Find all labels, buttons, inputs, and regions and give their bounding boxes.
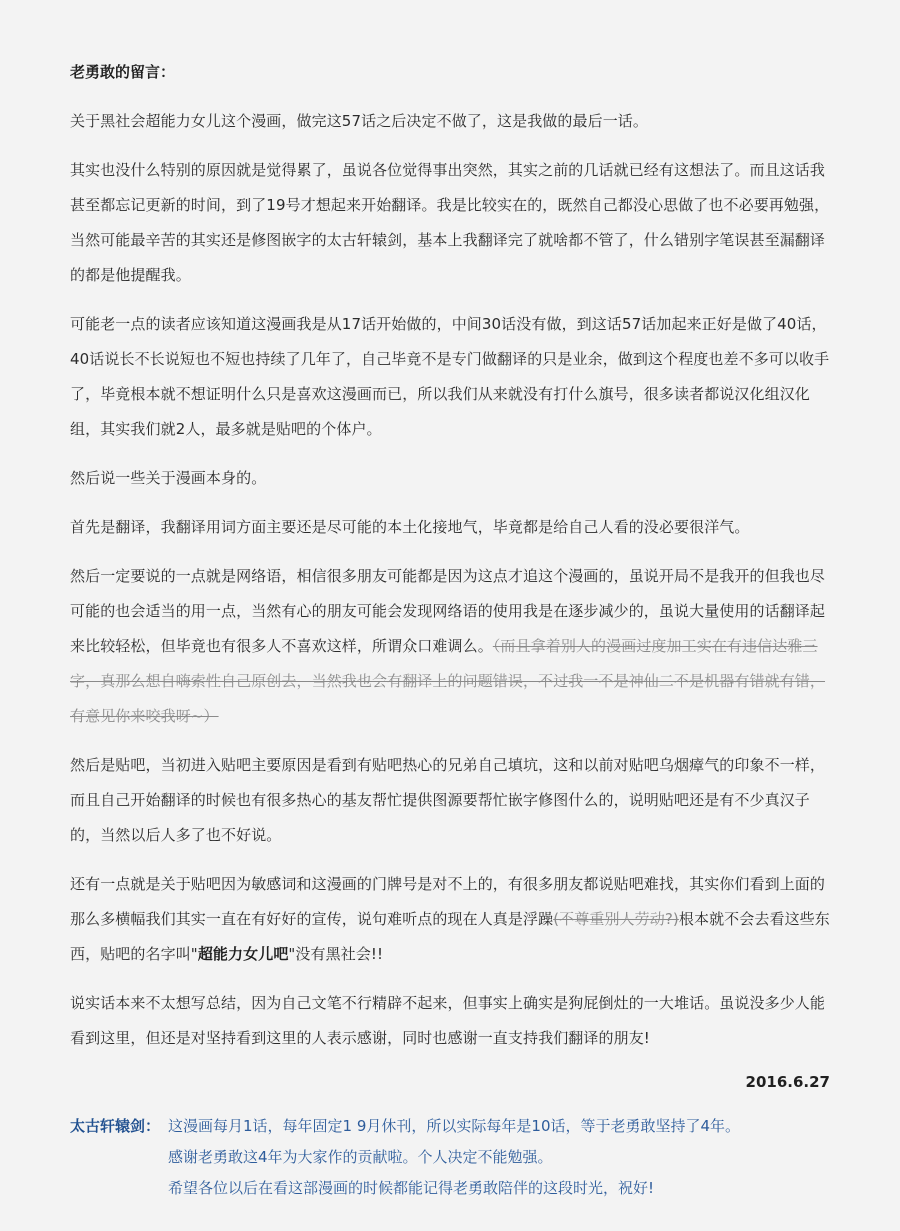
netlang-strikethrough: （而且拿着别人的漫画过度加工实在有违信达雅三字，真那么想自嗨索性自己原创去，当然我也会有翻译上的问题错误，不过我一不是神仙二不是机器有错就有错，有意见你来咬我呀~）: [70, 637, 826, 725]
paragraph-netlang: [70, 559, 830, 734]
menpai-part3: "没有黑社会!!: [288, 945, 384, 963]
note-line-1: 这漫画每月1话，每年固定1 9月休刊，所以实际每年是10话，等于老勇敢坚持了4年。: [168, 1117, 741, 1135]
signature-date: 2016.6.27: [745, 1073, 830, 1091]
note-label-spacer: [70, 1173, 168, 1204]
menpai-part2: 根本就不会去看这些东西，贴吧的名字叫": [70, 910, 830, 963]
note-row: [70, 1111, 830, 1142]
paragraph-reason: 其实也没什么特别的原因就是觉得累了，虽说各位觉得事出突然，其实之前的几话就已经有这想法了。而且这话我甚至都忘记更新的时间，到了19号才想起来开始翻译。我是比较实在的，既然自己都没心思做了也不必要再勉强，当然可能最辛苦的其实还是修图嵌字的太古轩辕剑，基本上我翻译完了就啥都不管了，什么错别字笔误甚至漏翻译的都是他提醒我。: [70, 161, 830, 284]
paragraph-about-manga: 然后说一些关于漫画本身的。: [70, 469, 267, 487]
menpai-strikethrough: (不尊重别人劳动?): [553, 910, 679, 928]
paragraph-translation-style: 首先是翻译，我翻译用词方面主要还是尽可能的本土化接地气，毕竟都是给自己人看的没必要很洋气。: [70, 518, 750, 536]
translator-note: [70, 1111, 830, 1204]
note-line-3: 希望各位以后在看这部漫画的时候都能记得老勇敢陪伴的这段时光，祝好!: [168, 1179, 655, 1197]
paragraph-closing: 说实话本来不太想写总结，因为自己文笔不行精辟不起来，但事实上确实是狗屁倒灶的一大堆话。虽说没多少人能看到这里，但还是对坚持看到这里的人表示感谢，同时也感谢一直支持我们翻译的朋友!: [70, 994, 826, 1047]
paragraph-tieba: 然后是贴吧，当初进入贴吧主要原因是看到有贴吧热心的兄弟自己填坑，这和以前对贴吧乌烟瘴气的印象不一样，而且自己开始翻译的时候也有很多热心的基友帮忙提供图源要帮忙嵌字修图什么的，说明贴吧还是有不少真汉子的，当然以后人多了也不好说。: [70, 756, 826, 844]
author-heading: 老勇敢的留言：: [70, 63, 176, 81]
note-label-spacer: [70, 1142, 168, 1173]
netlang-text: 然后一定要说的一点就是网络语，相信很多朋友可能都是因为这点才追这个漫画的，虽说开局不是我开的但我也尽可能的也会适当的用一点，当然有心的朋友可能会发现网络语的使用我是在逐步减少的，虽说大量使用的话翻译起来比较轻松，但毕竟也有很多人不喜欢这样，所谓众口难调么。: [70, 567, 826, 655]
note-author-label: 太古轩辕剑：: [70, 1117, 161, 1135]
paragraph-history: 可能老一点的读者应该知道这漫画我是从17话开始做的，中间30话没有做，到这话57话加起来正好是做了40话，40话说长不长说短也不短也持续了几年了，自己毕竟不是专门做翻译的只是业余，做到这个程度也差不多可以收手了，毕竟根本就不想证明什么只是喜欢这漫画而已，所以我们从来就没有打什么旗号，很多读者都说汉化组汉化组，其实我们就2人，最多就是贴吧的个体户。: [70, 315, 830, 438]
note-row: [70, 1173, 830, 1204]
paragraph-intro: 关于黑社会超能力女儿这个漫画，做完这57话之后决定不做了，这是我做的最后一话。: [70, 112, 648, 130]
tieba-name: 超能力女儿吧: [197, 945, 289, 963]
note-row: [70, 1142, 830, 1173]
paragraph-menpai: [70, 867, 830, 972]
menpai-part1: 还有一点就是关于贴吧因为敏感词和这漫画的门牌号是对不上的，有很多朋友都说贴吧难找，其实你们看到上面的那么多横幅我们其实一直在有好好的宣传，说句难听点的现在人真是浮躁: [70, 875, 826, 928]
note-line-2: 感谢老勇敢这4年为大家作的贡献啦。个人决定不能勉强。: [168, 1148, 553, 1166]
